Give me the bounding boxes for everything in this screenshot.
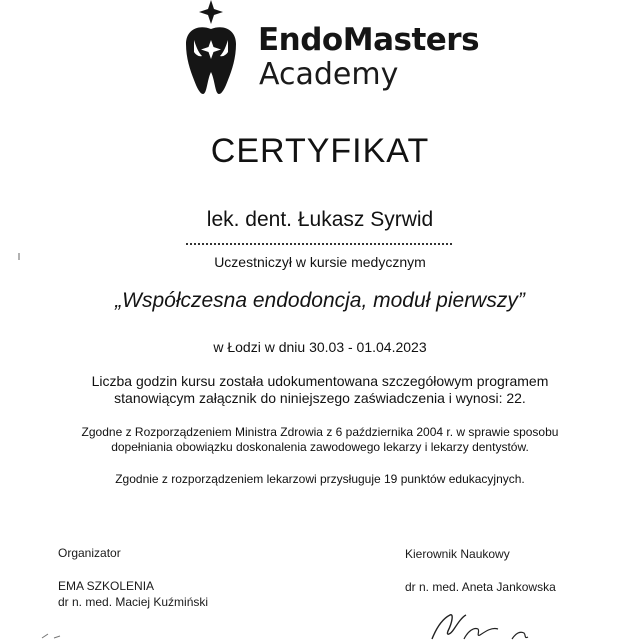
participation-text: Uczestniczył w kursie medycznym bbox=[214, 254, 426, 270]
brand-subtitle: Academy bbox=[259, 57, 399, 92]
course-date: w Łodzi w dniu 30.03 - 01.04.2023 bbox=[213, 339, 427, 355]
regulation-text-line-1: Zgodne z Rozporządzeniem Ministra Zdrowia z 6 października 2004 r. w sprawie sposobu bbox=[81, 425, 559, 439]
hours-text-line-1: Liczba godzin kursu została udokumentowana szczegółowym programem bbox=[91, 373, 549, 389]
brand-name: EndoMasters bbox=[258, 22, 480, 58]
regulation-text-line-2: dopełniania obowiązku doskonalenia zawodowego lekarzy i lekarzy dentystów. bbox=[111, 440, 529, 454]
organizer-label: Organizator bbox=[58, 546, 121, 560]
scientific-head-person: dr n. med. Aneta Jankowska bbox=[405, 580, 556, 594]
organizer-person: dr n. med. Maciej Kuźmiński bbox=[58, 595, 209, 609]
recipient-name: lek. dent. Łukasz Syrwid bbox=[206, 208, 434, 231]
organizer-name: EMA SZKOLENIA bbox=[58, 579, 155, 593]
handwritten-signature bbox=[420, 605, 580, 640]
corner-mark bbox=[40, 628, 80, 640]
stray-mark bbox=[16, 252, 22, 262]
points-text: Zgodnie z rozporządzeniem lekarzowi przysługuje 19 punktów edukacyjnych. bbox=[115, 472, 525, 486]
course-name: „Współczesna endodoncja, moduł pierwszy” bbox=[115, 289, 525, 312]
endomasters-logo bbox=[180, 0, 480, 100]
tooth-star-logo-icon bbox=[180, 0, 242, 96]
scientific-head-label: Kierownik Naukowy bbox=[405, 547, 510, 561]
hours-text-line-2: stanowiącym załącznik do niniejszego zaświadczenia i wynosi: 22. bbox=[114, 390, 526, 406]
certificate-title: CERTYFIKAT bbox=[210, 132, 430, 170]
dotted-divider bbox=[186, 243, 452, 245]
